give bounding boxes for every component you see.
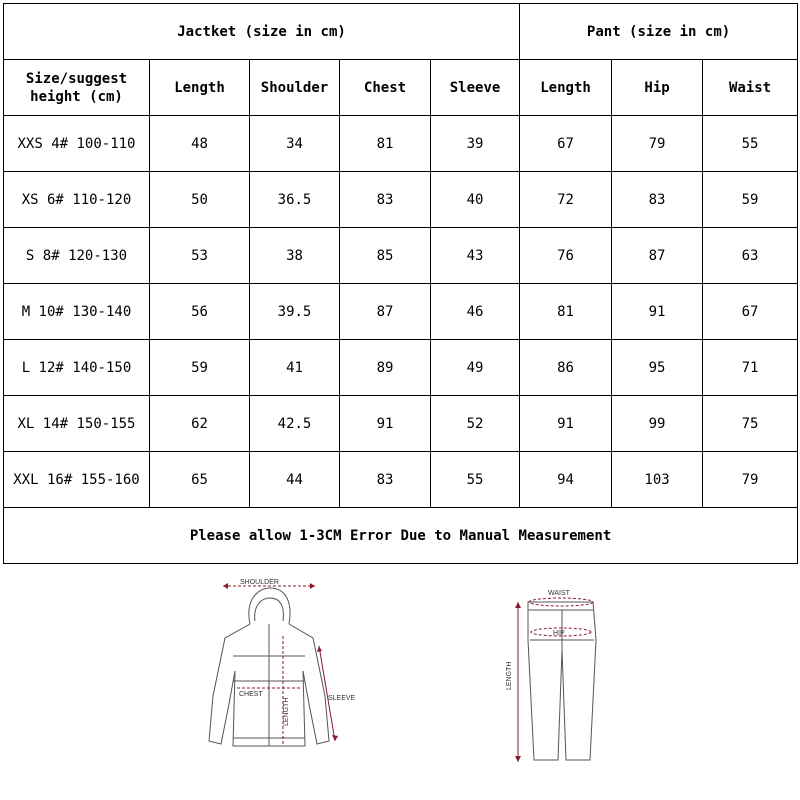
table-cell: 71 <box>703 340 798 396</box>
table-cell: 99 <box>612 396 703 452</box>
table-cell: 55 <box>431 452 520 508</box>
sleeve-label: SLEEVE <box>328 695 356 702</box>
measurement-diagrams <box>0 570 800 800</box>
table-cell: 89 <box>340 340 431 396</box>
table-cell: 42.5 <box>250 396 340 452</box>
table-cell: 81 <box>520 284 612 340</box>
table-row <box>4 452 798 508</box>
table-cell: 79 <box>612 116 703 172</box>
shoulder-label: SHOULDER <box>240 579 279 586</box>
table-cell: 87 <box>612 228 703 284</box>
waist-label: WAIST <box>548 590 570 597</box>
table-cell: 86 <box>520 340 612 396</box>
table-cell: 48 <box>150 116 250 172</box>
table-cell: 56 <box>150 284 250 340</box>
jacket-length-label: LENGTH <box>283 697 290 726</box>
table-cell: 36.5 <box>250 172 340 228</box>
table-cell: 41 <box>250 340 340 396</box>
table-cell: 79 <box>703 452 798 508</box>
size-cell: L 12# 140-150 <box>4 340 150 396</box>
group-header-row <box>4 4 798 60</box>
table-cell: 44 <box>250 452 340 508</box>
measurement-note: Please allow 1-3CM Error Due to Manual Measurement <box>4 508 798 564</box>
table-cell: 94 <box>520 452 612 508</box>
note-row <box>4 508 798 564</box>
table-cell: 34 <box>250 116 340 172</box>
size-chart <box>3 3 798 564</box>
size-header-line2: height (cm) <box>30 88 123 105</box>
jacket-header: Jactket (size in cm) <box>4 4 520 60</box>
table-cell: 72 <box>520 172 612 228</box>
table-cell: 75 <box>703 396 798 452</box>
table-cell: 95 <box>612 340 703 396</box>
column-header: Shoulder <box>250 60 340 116</box>
table-cell: 76 <box>520 228 612 284</box>
table-cell: 67 <box>703 284 798 340</box>
table-cell: 91 <box>520 396 612 452</box>
table-cell: 91 <box>612 284 703 340</box>
size-cell: XXS 4# 100-110 <box>4 116 150 172</box>
pant-header: Pant (size in cm) <box>520 4 798 60</box>
jacket-diagram <box>195 576 365 766</box>
table-cell: 81 <box>340 116 431 172</box>
table-row <box>4 284 798 340</box>
column-header: Hip <box>612 60 703 116</box>
table-cell: 39.5 <box>250 284 340 340</box>
table-cell: 87 <box>340 284 431 340</box>
column-header-row <box>4 60 798 116</box>
table-row <box>4 396 798 452</box>
table-cell: 55 <box>703 116 798 172</box>
column-header: Chest <box>340 60 431 116</box>
size-cell: XL 14# 150-155 <box>4 396 150 452</box>
column-header: Length <box>520 60 612 116</box>
table-cell: 38 <box>250 228 340 284</box>
table-cell: 43 <box>431 228 520 284</box>
table-cell: 85 <box>340 228 431 284</box>
table-cell: 83 <box>340 452 431 508</box>
table-cell: 59 <box>150 340 250 396</box>
pant-length-label: LENGTH <box>506 661 513 690</box>
jacket-illustration <box>195 576 365 766</box>
size-cell: XS 6# 110-120 <box>4 172 150 228</box>
size-cell: S 8# 120-130 <box>4 228 150 284</box>
size-cell: XXL 16# 155-160 <box>4 452 150 508</box>
size-cell: M 10# 130-140 <box>4 284 150 340</box>
pant-diagram <box>498 580 608 770</box>
table-row <box>4 340 798 396</box>
table-cell: 46 <box>431 284 520 340</box>
table-cell: 103 <box>612 452 703 508</box>
column-header: Length <box>150 60 250 116</box>
size-header-line1: Size/suggest <box>25 70 128 87</box>
table-cell: 39 <box>431 116 520 172</box>
table-cell: 67 <box>520 116 612 172</box>
table-row <box>4 116 798 172</box>
table-cell: 50 <box>150 172 250 228</box>
table-cell: 59 <box>703 172 798 228</box>
hip-label: HIP <box>553 630 565 637</box>
table-cell: 63 <box>703 228 798 284</box>
table-cell: 52 <box>431 396 520 452</box>
table-cell: 62 <box>150 396 250 452</box>
table-cell: 53 <box>150 228 250 284</box>
table-row <box>4 172 798 228</box>
chest-label: CHEST <box>239 691 263 698</box>
size-table <box>3 3 798 564</box>
size-column-header <box>4 60 150 116</box>
table-cell: 83 <box>612 172 703 228</box>
table-row <box>4 228 798 284</box>
table-cell: 83 <box>340 172 431 228</box>
pant-illustration <box>498 580 608 770</box>
column-header: Waist <box>703 60 798 116</box>
table-cell: 65 <box>150 452 250 508</box>
column-header: Sleeve <box>431 60 520 116</box>
table-cell: 49 <box>431 340 520 396</box>
table-cell: 40 <box>431 172 520 228</box>
table-cell: 91 <box>340 396 431 452</box>
